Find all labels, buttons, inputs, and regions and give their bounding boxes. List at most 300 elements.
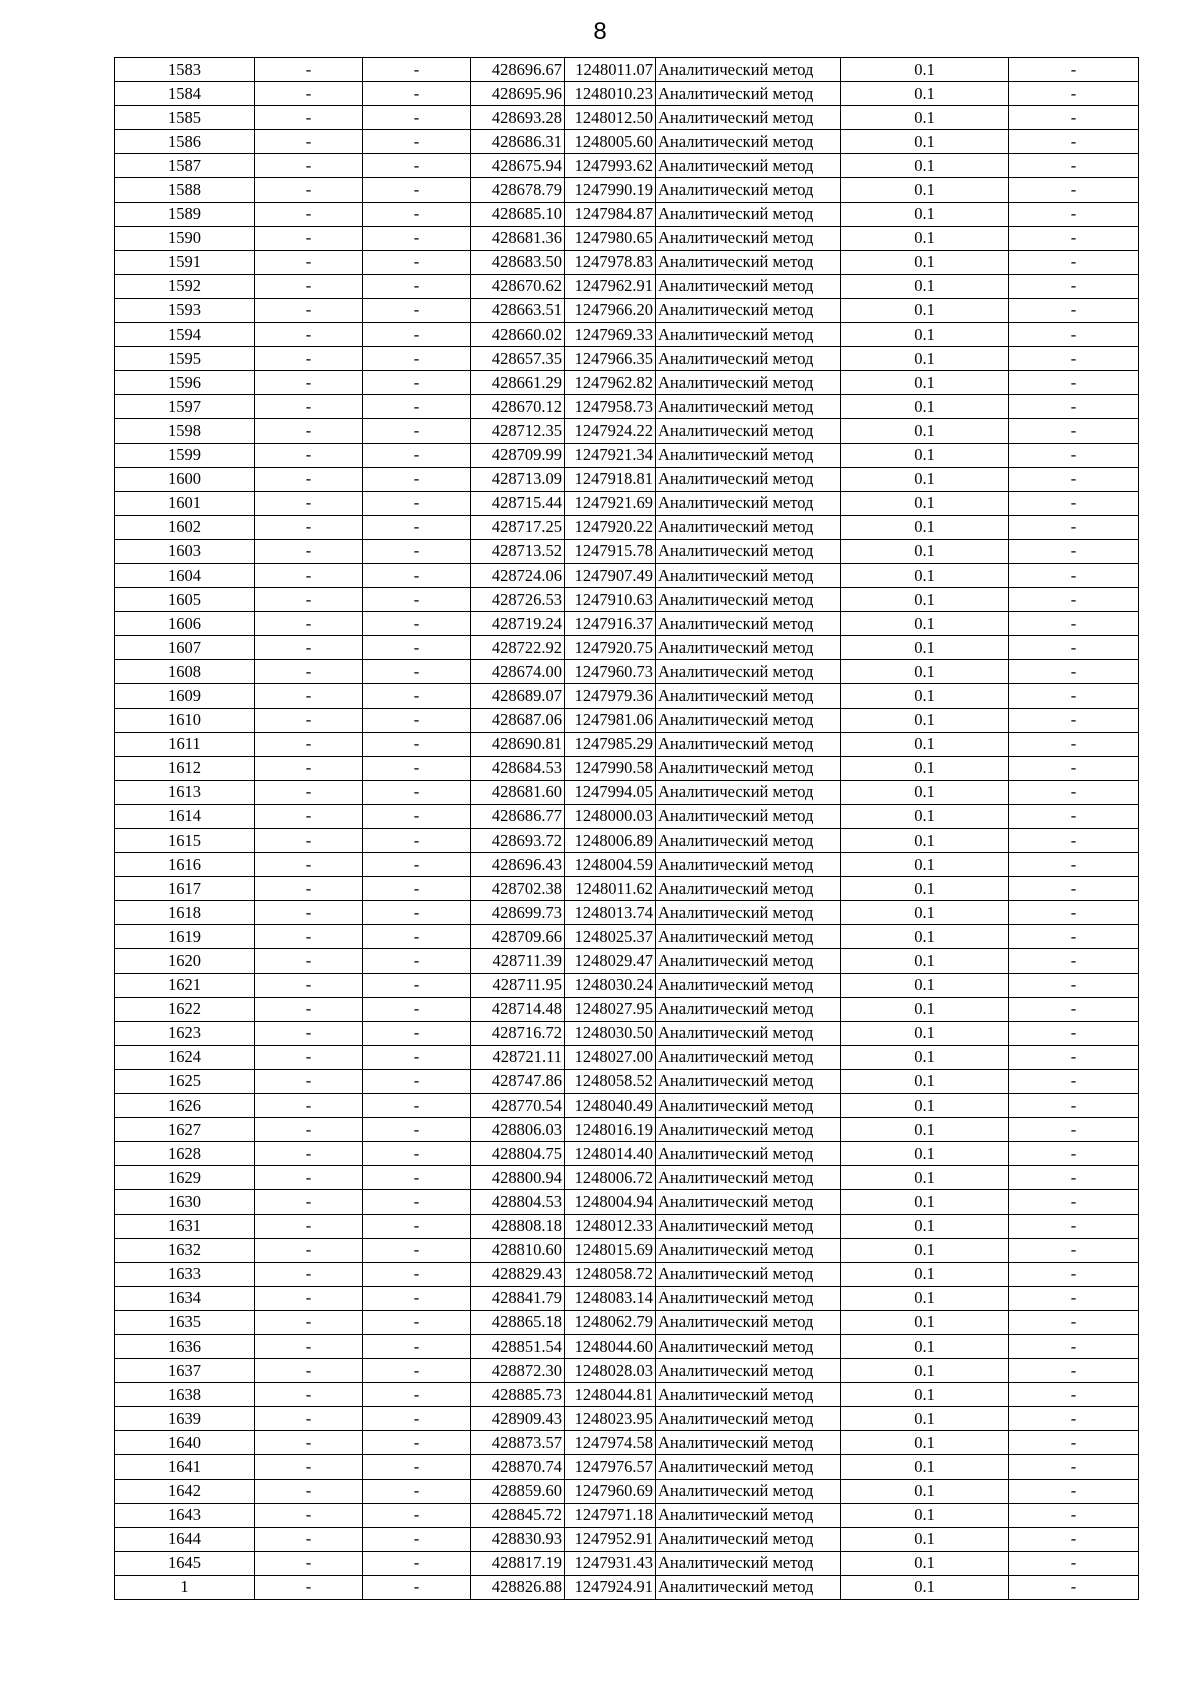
dash-cell: - bbox=[255, 877, 363, 901]
dash-cell: - bbox=[255, 1334, 363, 1358]
table-row bbox=[115, 1166, 1139, 1190]
dash-cell: - bbox=[1009, 684, 1139, 708]
y-coordinate-cell: 1248044.81 bbox=[565, 1383, 656, 1407]
dash-cell: - bbox=[363, 563, 471, 587]
table-row bbox=[115, 323, 1139, 347]
point-number-cell: 1595 bbox=[115, 347, 255, 371]
dash-cell: - bbox=[363, 829, 471, 853]
table-body bbox=[115, 58, 1139, 1600]
y-coordinate-cell: 1247978.83 bbox=[565, 250, 656, 274]
dash-cell: - bbox=[363, 1045, 471, 1069]
dash-cell: - bbox=[363, 539, 471, 563]
table-row bbox=[115, 58, 1139, 82]
x-coordinate-cell: 428678.79 bbox=[471, 178, 565, 202]
point-number-cell: 1623 bbox=[115, 1021, 255, 1045]
accuracy-cell: 0.1 bbox=[841, 443, 1009, 467]
point-number-cell: 1587 bbox=[115, 154, 255, 178]
x-coordinate-cell: 428851.54 bbox=[471, 1334, 565, 1358]
x-coordinate-cell: 428810.60 bbox=[471, 1238, 565, 1262]
dash-cell: - bbox=[363, 636, 471, 660]
x-coordinate-cell: 428841.79 bbox=[471, 1286, 565, 1310]
table-row bbox=[115, 1359, 1139, 1383]
point-number-cell: 1604 bbox=[115, 563, 255, 587]
dash-cell: - bbox=[1009, 1431, 1139, 1455]
dash-cell: - bbox=[255, 419, 363, 443]
x-coordinate-cell: 428830.93 bbox=[471, 1527, 565, 1551]
method-cell: Аналитический метод bbox=[656, 443, 841, 467]
dash-cell: - bbox=[363, 732, 471, 756]
y-coordinate-cell: 1247910.63 bbox=[565, 588, 656, 612]
method-cell: Аналитический метод bbox=[656, 58, 841, 82]
x-coordinate-cell: 428719.24 bbox=[471, 612, 565, 636]
accuracy-cell: 0.1 bbox=[841, 1551, 1009, 1575]
point-number-cell: 1602 bbox=[115, 515, 255, 539]
y-coordinate-cell: 1247994.05 bbox=[565, 780, 656, 804]
point-number-cell: 1585 bbox=[115, 106, 255, 130]
accuracy-cell: 0.1 bbox=[841, 106, 1009, 130]
x-coordinate-cell: 428804.53 bbox=[471, 1190, 565, 1214]
x-coordinate-cell: 428845.72 bbox=[471, 1503, 565, 1527]
y-coordinate-cell: 1247990.58 bbox=[565, 756, 656, 780]
point-number-cell: 1622 bbox=[115, 997, 255, 1021]
dash-cell: - bbox=[363, 780, 471, 804]
point-number-cell: 1643 bbox=[115, 1503, 255, 1527]
method-cell: Аналитический метод bbox=[656, 708, 841, 732]
dash-cell: - bbox=[255, 250, 363, 274]
method-cell: Аналитический метод bbox=[656, 298, 841, 322]
dash-cell: - bbox=[363, 82, 471, 106]
y-coordinate-cell: 1248044.60 bbox=[565, 1334, 656, 1358]
accuracy-cell: 0.1 bbox=[841, 467, 1009, 491]
accuracy-cell: 0.1 bbox=[841, 515, 1009, 539]
dash-cell: - bbox=[1009, 1118, 1139, 1142]
method-cell: Аналитический метод bbox=[656, 853, 841, 877]
table-row bbox=[115, 1286, 1139, 1310]
point-number-cell: 1626 bbox=[115, 1094, 255, 1118]
dash-cell: - bbox=[1009, 443, 1139, 467]
accuracy-cell: 0.1 bbox=[841, 323, 1009, 347]
dash-cell: - bbox=[1009, 298, 1139, 322]
method-cell: Аналитический метод bbox=[656, 130, 841, 154]
dash-cell: - bbox=[363, 226, 471, 250]
accuracy-cell: 0.1 bbox=[841, 371, 1009, 395]
dash-cell: - bbox=[255, 756, 363, 780]
accuracy-cell: 0.1 bbox=[841, 756, 1009, 780]
dash-cell: - bbox=[1009, 1310, 1139, 1334]
x-coordinate-cell: 428873.57 bbox=[471, 1431, 565, 1455]
table-row bbox=[115, 612, 1139, 636]
dash-cell: - bbox=[255, 491, 363, 515]
table-row bbox=[115, 901, 1139, 925]
dash-cell: - bbox=[363, 804, 471, 828]
method-cell: Аналитический метод bbox=[656, 250, 841, 274]
y-coordinate-cell: 1248012.33 bbox=[565, 1214, 656, 1238]
dash-cell: - bbox=[1009, 178, 1139, 202]
dash-cell: - bbox=[255, 371, 363, 395]
table-row bbox=[115, 491, 1139, 515]
table-row bbox=[115, 154, 1139, 178]
dash-cell: - bbox=[1009, 829, 1139, 853]
point-number-cell: 1641 bbox=[115, 1455, 255, 1479]
y-coordinate-cell: 1247979.36 bbox=[565, 684, 656, 708]
dash-cell: - bbox=[1009, 347, 1139, 371]
dash-cell: - bbox=[255, 274, 363, 298]
dash-cell: - bbox=[255, 660, 363, 684]
dash-cell: - bbox=[363, 901, 471, 925]
method-cell: Аналитический метод bbox=[656, 274, 841, 298]
dash-cell: - bbox=[363, 178, 471, 202]
point-number-cell: 1618 bbox=[115, 901, 255, 925]
x-coordinate-cell: 428717.25 bbox=[471, 515, 565, 539]
table-row bbox=[115, 1214, 1139, 1238]
accuracy-cell: 0.1 bbox=[841, 949, 1009, 973]
dash-cell: - bbox=[363, 347, 471, 371]
table-row bbox=[115, 1310, 1139, 1334]
method-cell: Аналитический метод bbox=[656, 1503, 841, 1527]
x-coordinate-cell: 428674.00 bbox=[471, 660, 565, 684]
accuracy-cell: 0.1 bbox=[841, 419, 1009, 443]
x-coordinate-cell: 428715.44 bbox=[471, 491, 565, 515]
dash-cell: - bbox=[363, 1359, 471, 1383]
table-row bbox=[115, 395, 1139, 419]
dash-cell: - bbox=[363, 419, 471, 443]
y-coordinate-cell: 1248058.52 bbox=[565, 1069, 656, 1093]
table-row bbox=[115, 130, 1139, 154]
dash-cell: - bbox=[1009, 973, 1139, 997]
dash-cell: - bbox=[1009, 274, 1139, 298]
table-row bbox=[115, 1431, 1139, 1455]
dash-cell: - bbox=[1009, 636, 1139, 660]
method-cell: Аналитический метод bbox=[656, 1118, 841, 1142]
x-coordinate-cell: 428909.43 bbox=[471, 1407, 565, 1431]
dash-cell: - bbox=[363, 756, 471, 780]
table-row bbox=[115, 1575, 1139, 1599]
table-row bbox=[115, 829, 1139, 853]
dash-cell: - bbox=[1009, 202, 1139, 226]
accuracy-cell: 0.1 bbox=[841, 563, 1009, 587]
accuracy-cell: 0.1 bbox=[841, 202, 1009, 226]
table-row bbox=[115, 853, 1139, 877]
y-coordinate-cell: 1247969.33 bbox=[565, 323, 656, 347]
accuracy-cell: 0.1 bbox=[841, 1286, 1009, 1310]
dash-cell: - bbox=[363, 274, 471, 298]
dash-cell: - bbox=[255, 732, 363, 756]
x-coordinate-cell: 428859.60 bbox=[471, 1479, 565, 1503]
point-number-cell: 1644 bbox=[115, 1527, 255, 1551]
accuracy-cell: 0.1 bbox=[841, 226, 1009, 250]
point-number-cell: 1645 bbox=[115, 1551, 255, 1575]
dash-cell: - bbox=[363, 1142, 471, 1166]
dash-cell: - bbox=[1009, 130, 1139, 154]
dash-cell: - bbox=[363, 925, 471, 949]
y-coordinate-cell: 1248016.19 bbox=[565, 1118, 656, 1142]
x-coordinate-cell: 428804.75 bbox=[471, 1142, 565, 1166]
point-number-cell: 1601 bbox=[115, 491, 255, 515]
accuracy-cell: 0.1 bbox=[841, 1045, 1009, 1069]
dash-cell: - bbox=[1009, 1479, 1139, 1503]
method-cell: Аналитический метод bbox=[656, 1455, 841, 1479]
method-cell: Аналитический метод bbox=[656, 1262, 841, 1286]
point-number-cell: 1636 bbox=[115, 1334, 255, 1358]
accuracy-cell: 0.1 bbox=[841, 588, 1009, 612]
point-number-cell: 1 bbox=[115, 1575, 255, 1599]
method-cell: Аналитический метод bbox=[656, 756, 841, 780]
dash-cell: - bbox=[363, 1455, 471, 1479]
method-cell: Аналитический метод bbox=[656, 1166, 841, 1190]
dash-cell: - bbox=[1009, 395, 1139, 419]
accuracy-cell: 0.1 bbox=[841, 130, 1009, 154]
dash-cell: - bbox=[255, 1262, 363, 1286]
dash-cell: - bbox=[1009, 877, 1139, 901]
accuracy-cell: 0.1 bbox=[841, 1455, 1009, 1479]
dash-cell: - bbox=[255, 1575, 363, 1599]
x-coordinate-cell: 428696.67 bbox=[471, 58, 565, 82]
accuracy-cell: 0.1 bbox=[841, 925, 1009, 949]
point-number-cell: 1610 bbox=[115, 708, 255, 732]
accuracy-cell: 0.1 bbox=[841, 58, 1009, 82]
dash-cell: - bbox=[1009, 925, 1139, 949]
x-coordinate-cell: 428870.74 bbox=[471, 1455, 565, 1479]
dash-cell: - bbox=[1009, 226, 1139, 250]
method-cell: Аналитический метод bbox=[656, 347, 841, 371]
x-coordinate-cell: 428770.54 bbox=[471, 1094, 565, 1118]
table-row bbox=[115, 298, 1139, 322]
dash-cell: - bbox=[1009, 1527, 1139, 1551]
y-coordinate-cell: 1247924.91 bbox=[565, 1575, 656, 1599]
dash-cell: - bbox=[255, 901, 363, 925]
dash-cell: - bbox=[255, 82, 363, 106]
accuracy-cell: 0.1 bbox=[841, 997, 1009, 1021]
dash-cell: - bbox=[1009, 491, 1139, 515]
y-coordinate-cell: 1247952.91 bbox=[565, 1527, 656, 1551]
y-coordinate-cell: 1247920.75 bbox=[565, 636, 656, 660]
x-coordinate-cell: 428684.53 bbox=[471, 756, 565, 780]
method-cell: Аналитический метод bbox=[656, 877, 841, 901]
x-coordinate-cell: 428806.03 bbox=[471, 1118, 565, 1142]
point-number-cell: 1597 bbox=[115, 395, 255, 419]
x-coordinate-cell: 428683.50 bbox=[471, 250, 565, 274]
dash-cell: - bbox=[255, 1166, 363, 1190]
x-coordinate-cell: 428699.73 bbox=[471, 901, 565, 925]
accuracy-cell: 0.1 bbox=[841, 1142, 1009, 1166]
table-row bbox=[115, 1190, 1139, 1214]
accuracy-cell: 0.1 bbox=[841, 274, 1009, 298]
accuracy-cell: 0.1 bbox=[841, 660, 1009, 684]
dash-cell: - bbox=[1009, 82, 1139, 106]
dash-cell: - bbox=[255, 1383, 363, 1407]
table-row bbox=[115, 877, 1139, 901]
dash-cell: - bbox=[1009, 853, 1139, 877]
table-row bbox=[115, 250, 1139, 274]
method-cell: Аналитический метод bbox=[656, 178, 841, 202]
point-number-cell: 1637 bbox=[115, 1359, 255, 1383]
table-row bbox=[115, 1094, 1139, 1118]
x-coordinate-cell: 428712.35 bbox=[471, 419, 565, 443]
y-coordinate-cell: 1248014.40 bbox=[565, 1142, 656, 1166]
point-number-cell: 1608 bbox=[115, 660, 255, 684]
point-number-cell: 1640 bbox=[115, 1431, 255, 1455]
dash-cell: - bbox=[1009, 1575, 1139, 1599]
point-number-cell: 1611 bbox=[115, 732, 255, 756]
dash-cell: - bbox=[255, 1455, 363, 1479]
x-coordinate-cell: 428747.86 bbox=[471, 1069, 565, 1093]
accuracy-cell: 0.1 bbox=[841, 780, 1009, 804]
dash-cell: - bbox=[1009, 1021, 1139, 1045]
method-cell: Аналитический метод bbox=[656, 997, 841, 1021]
dash-cell: - bbox=[363, 1527, 471, 1551]
x-coordinate-cell: 428826.88 bbox=[471, 1575, 565, 1599]
dash-cell: - bbox=[255, 347, 363, 371]
dash-cell: - bbox=[255, 973, 363, 997]
accuracy-cell: 0.1 bbox=[841, 395, 1009, 419]
y-coordinate-cell: 1247921.34 bbox=[565, 443, 656, 467]
y-coordinate-cell: 1248015.69 bbox=[565, 1238, 656, 1262]
dash-cell: - bbox=[1009, 708, 1139, 732]
accuracy-cell: 0.1 bbox=[841, 804, 1009, 828]
accuracy-cell: 0.1 bbox=[841, 829, 1009, 853]
accuracy-cell: 0.1 bbox=[841, 82, 1009, 106]
accuracy-cell: 0.1 bbox=[841, 612, 1009, 636]
dash-cell: - bbox=[255, 588, 363, 612]
point-number-cell: 1607 bbox=[115, 636, 255, 660]
point-number-cell: 1619 bbox=[115, 925, 255, 949]
x-coordinate-cell: 428690.81 bbox=[471, 732, 565, 756]
point-number-cell: 1630 bbox=[115, 1190, 255, 1214]
point-number-cell: 1591 bbox=[115, 250, 255, 274]
x-coordinate-cell: 428713.52 bbox=[471, 539, 565, 563]
point-number-cell: 1588 bbox=[115, 178, 255, 202]
dash-cell: - bbox=[363, 1069, 471, 1093]
dash-cell: - bbox=[1009, 1286, 1139, 1310]
dash-cell: - bbox=[363, 106, 471, 130]
y-coordinate-cell: 1247915.78 bbox=[565, 539, 656, 563]
accuracy-cell: 0.1 bbox=[841, 1094, 1009, 1118]
dash-cell: - bbox=[255, 1286, 363, 1310]
dash-cell: - bbox=[1009, 1383, 1139, 1407]
dash-cell: - bbox=[1009, 371, 1139, 395]
point-number-cell: 1603 bbox=[115, 539, 255, 563]
method-cell: Аналитический метод bbox=[656, 563, 841, 587]
table-row bbox=[115, 1118, 1139, 1142]
dash-cell: - bbox=[363, 1262, 471, 1286]
y-coordinate-cell: 1247966.35 bbox=[565, 347, 656, 371]
dash-cell: - bbox=[1009, 563, 1139, 587]
dash-cell: - bbox=[1009, 588, 1139, 612]
dash-cell: - bbox=[255, 636, 363, 660]
dash-cell: - bbox=[1009, 250, 1139, 274]
method-cell: Аналитический метод bbox=[656, 371, 841, 395]
method-cell: Аналитический метод bbox=[656, 154, 841, 178]
dash-cell: - bbox=[363, 708, 471, 732]
table-row bbox=[115, 1407, 1139, 1431]
dash-cell: - bbox=[255, 1503, 363, 1527]
accuracy-cell: 0.1 bbox=[841, 1334, 1009, 1358]
table-row bbox=[115, 1045, 1139, 1069]
dash-cell: - bbox=[363, 154, 471, 178]
accuracy-cell: 0.1 bbox=[841, 1118, 1009, 1142]
x-coordinate-cell: 428709.99 bbox=[471, 443, 565, 467]
x-coordinate-cell: 428800.94 bbox=[471, 1166, 565, 1190]
point-number-cell: 1586 bbox=[115, 130, 255, 154]
dash-cell: - bbox=[1009, 1455, 1139, 1479]
dash-cell: - bbox=[255, 202, 363, 226]
x-coordinate-cell: 428693.28 bbox=[471, 106, 565, 130]
dash-cell: - bbox=[1009, 1359, 1139, 1383]
dash-cell: - bbox=[255, 298, 363, 322]
method-cell: Аналитический метод bbox=[656, 226, 841, 250]
dash-cell: - bbox=[363, 949, 471, 973]
point-number-cell: 1638 bbox=[115, 1383, 255, 1407]
table-row bbox=[115, 1238, 1139, 1262]
table-row bbox=[115, 178, 1139, 202]
x-coordinate-cell: 428696.43 bbox=[471, 853, 565, 877]
table-row bbox=[115, 1551, 1139, 1575]
accuracy-cell: 0.1 bbox=[841, 298, 1009, 322]
dash-cell: - bbox=[255, 563, 363, 587]
dash-cell: - bbox=[1009, 949, 1139, 973]
dash-cell: - bbox=[363, 1286, 471, 1310]
dash-cell: - bbox=[255, 515, 363, 539]
method-cell: Аналитический метод bbox=[656, 973, 841, 997]
method-cell: Аналитический метод bbox=[656, 780, 841, 804]
dash-cell: - bbox=[255, 829, 363, 853]
y-coordinate-cell: 1247985.29 bbox=[565, 732, 656, 756]
y-coordinate-cell: 1248083.14 bbox=[565, 1286, 656, 1310]
method-cell: Аналитический метод bbox=[656, 1527, 841, 1551]
dash-cell: - bbox=[363, 1166, 471, 1190]
method-cell: Аналитический метод bbox=[656, 323, 841, 347]
method-cell: Аналитический метод bbox=[656, 1431, 841, 1455]
y-coordinate-cell: 1247958.73 bbox=[565, 395, 656, 419]
method-cell: Аналитический метод bbox=[656, 732, 841, 756]
x-coordinate-cell: 428685.10 bbox=[471, 202, 565, 226]
y-coordinate-cell: 1247980.65 bbox=[565, 226, 656, 250]
y-coordinate-cell: 1247921.69 bbox=[565, 491, 656, 515]
y-coordinate-cell: 1248025.37 bbox=[565, 925, 656, 949]
y-coordinate-cell: 1247924.22 bbox=[565, 419, 656, 443]
x-coordinate-cell: 428670.62 bbox=[471, 274, 565, 298]
point-number-cell: 1613 bbox=[115, 780, 255, 804]
dash-cell: - bbox=[255, 1045, 363, 1069]
accuracy-cell: 0.1 bbox=[841, 973, 1009, 997]
accuracy-cell: 0.1 bbox=[841, 539, 1009, 563]
table-row bbox=[115, 347, 1139, 371]
table-row bbox=[115, 419, 1139, 443]
point-number-cell: 1628 bbox=[115, 1142, 255, 1166]
dash-cell: - bbox=[255, 1310, 363, 1334]
table-row bbox=[115, 1383, 1139, 1407]
dash-cell: - bbox=[363, 877, 471, 901]
accuracy-cell: 0.1 bbox=[841, 1527, 1009, 1551]
dash-cell: - bbox=[363, 1214, 471, 1238]
x-coordinate-cell: 428702.38 bbox=[471, 877, 565, 901]
y-coordinate-cell: 1247984.87 bbox=[565, 202, 656, 226]
dash-cell: - bbox=[255, 154, 363, 178]
method-cell: Аналитический метод bbox=[656, 491, 841, 515]
method-cell: Аналитический метод bbox=[656, 1334, 841, 1358]
dash-cell: - bbox=[1009, 732, 1139, 756]
y-coordinate-cell: 1248004.94 bbox=[565, 1190, 656, 1214]
accuracy-cell: 0.1 bbox=[841, 1503, 1009, 1527]
point-number-cell: 1612 bbox=[115, 756, 255, 780]
point-number-cell: 1583 bbox=[115, 58, 255, 82]
y-coordinate-cell: 1248030.24 bbox=[565, 973, 656, 997]
table-row bbox=[115, 1455, 1139, 1479]
dash-cell: - bbox=[255, 1527, 363, 1551]
point-number-cell: 1631 bbox=[115, 1214, 255, 1238]
dash-cell: - bbox=[363, 588, 471, 612]
accuracy-cell: 0.1 bbox=[841, 732, 1009, 756]
